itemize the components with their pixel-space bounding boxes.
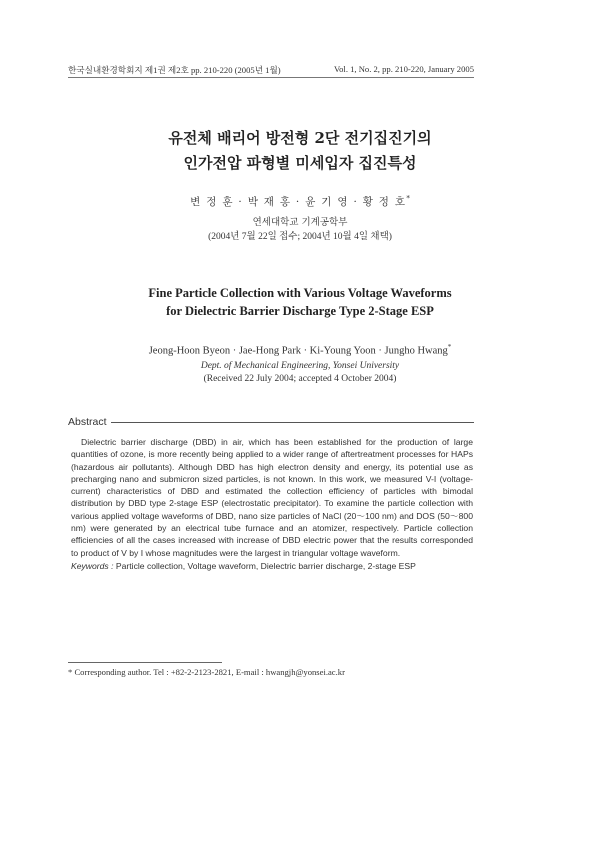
english-corresponding-mark: * [447, 343, 452, 351]
korean-author-names: 변 정 훈 · 박 재 홍 · 윤 기 영 · 황 정 호 [190, 196, 407, 208]
korean-dates: (2004년 7월 22일 접수; 2004년 10월 4일 채택) [208, 232, 392, 242]
corresponding-author-footnote: * Corresponding author. Tel : +82-2-2123-2821, E-mail : hwangjh@yonsei.ac.kr [68, 667, 345, 677]
korean-title-line-2: 인가전압 파형별 미세입자 집진특성 [183, 154, 417, 172]
abstract-rule [111, 422, 474, 423]
korean-affiliation: 연세대학교 기계공학부 [252, 217, 348, 228]
keywords-text: Particle collection, Voltage waveform, Dielectric barrier discharge, 2-stage ESP [115, 561, 416, 571]
english-title-line-1: Fine Particle Collection with Various Voltage Waveforms [148, 286, 452, 300]
abstract-label: Abstract [68, 416, 107, 428]
english-title-line-2: for Dielectric Barrier Discharge Type 2-Stage ESP [166, 304, 434, 318]
abstract-body: Dielectric barrier discharge (DBD) in air, which has been established for the production of large quantities of ozone, is more recently being applied to a wider range of aftertreatment processes for HAPs (hazardous air pollutants). Although DBD has high electron density and energy, its potential use as precharging nano and submicron sized particles, is not known. In this work, we measured V-I (voltage-current) characteristics of DBD and estimated the collection efficiency of particles with bimodal distribution by DBD type 2-stage ESP (electrostatic precipitator). To examine the particle collection with various applied voltage waveforms of DBD, nano size particles of NaCl (20～100 nm) and DOS (50～800 nm) were generated by an electrical tube furnace and an atomizer, respectively. Particle collection efficiencies of all the cases increased with increase of DBD electric power that the results corresponded to product of V by I whose magnitudes were the largest in triangular voltage waveform. [71, 437, 473, 558]
english-author-names: Jeong-Hoon Byeon · Jae-Hong Park · Ki-Young Yoon · Jungho Hwang [148, 345, 448, 357]
running-header-left: 한국실내환경학회지 제1권 제2호 pp. 210-220 (2005년 1월) [68, 65, 281, 75]
footnote-divider [68, 662, 222, 663]
english-authors [0, 343, 600, 357]
header-divider [68, 77, 474, 78]
english-affiliation: Dept. of Mechanical Engineering, Yonsei University [200, 361, 400, 371]
keywords [71, 561, 473, 571]
keywords-label: Keywords : [71, 561, 114, 571]
abstract-heading [68, 416, 474, 428]
korean-title-line-1: 유전체 배리어 방전형 2단 전기집진기의 [168, 129, 432, 147]
running-header-right: Vol. 1, No. 2, pp. 210-220, January 2005 [334, 64, 474, 74]
english-dates: (Received 22 July 2004; accepted 4 October 2004) [203, 374, 397, 384]
korean-authors [0, 194, 600, 209]
corresponding-author-mark: * [406, 194, 410, 203]
